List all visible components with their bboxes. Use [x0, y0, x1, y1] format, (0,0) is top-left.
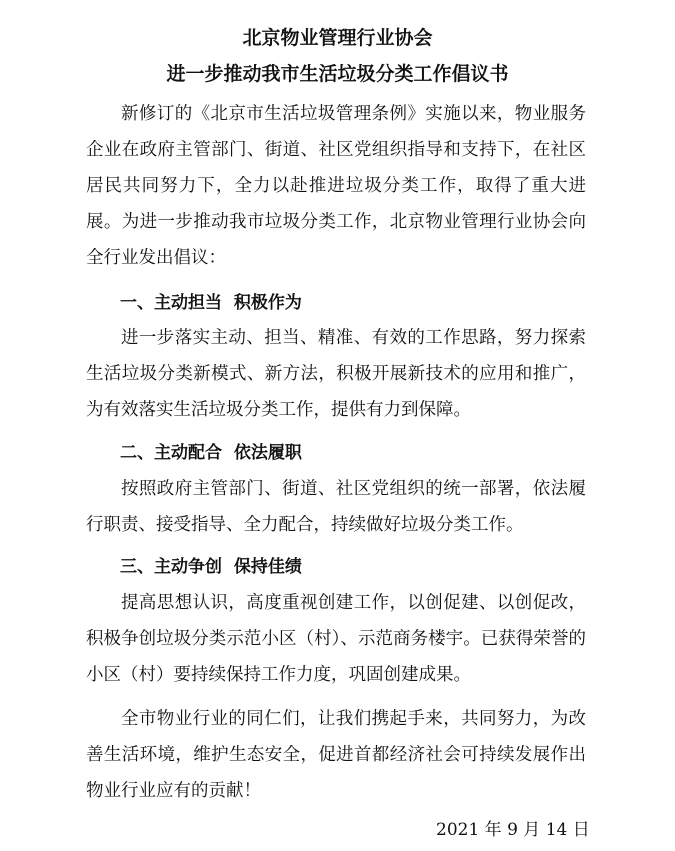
section-1-body: 进一步落实主动、担当、精准、有效的工作思路，努力探索生活垃圾分类新模式、新方法，积极开展新技术的应用和推广，为有效落实生活垃圾分类工作，提供有力到保障。 — [86, 328, 586, 420]
document-title-organization: 北京物业管理行业协会 — [242, 27, 433, 49]
section-3-heading: 三、主动争创 保持佳绩 — [120, 557, 302, 577]
section-3-body: 提高思想认识，高度重视创建工作，以创促建、以创促改，积极争创垃圾分类示范小区（村）、示范商务楼宇。已获得荣誉的小区（村）要持续保持工作力度，巩固创建成果。 — [86, 593, 586, 685]
document-title-subject: 进一步推动我市生活垃圾分类工作倡议书 — [166, 63, 509, 85]
section-2-heading: 二、主动配合 依法履职 — [120, 443, 302, 463]
section-1-heading: 一、主动担当 积极作为 — [120, 293, 302, 313]
closing-paragraph: 全市物业行业的同仁们，让我们携起手来，共同努力，为改善生活环境，维护生态安全，促进首都经济社会可持续发展作出物业行业应有的贡献！ — [86, 709, 586, 801]
document-date: 2021 年 9 月 14 日 — [436, 820, 590, 840]
section-2-body: 按照政府主管部门、街道、社区党组织的统一部署，依法履行职责、接受指导、全力配合，持续做好垃圾分类工作。 — [86, 479, 586, 535]
intro-paragraph: 新修订的《北京市生活垃圾管理条例》实施以来，物业服务企业在政府主管部门、街道、社区党组织指导和支持下，在社区居民共同努力下，全力以赴推进垃圾分类工作，取得了重大进展。为进一步推动我市垃圾分类工作，北京物业管理行业协会向全行业发出倡议： — [86, 104, 586, 268]
